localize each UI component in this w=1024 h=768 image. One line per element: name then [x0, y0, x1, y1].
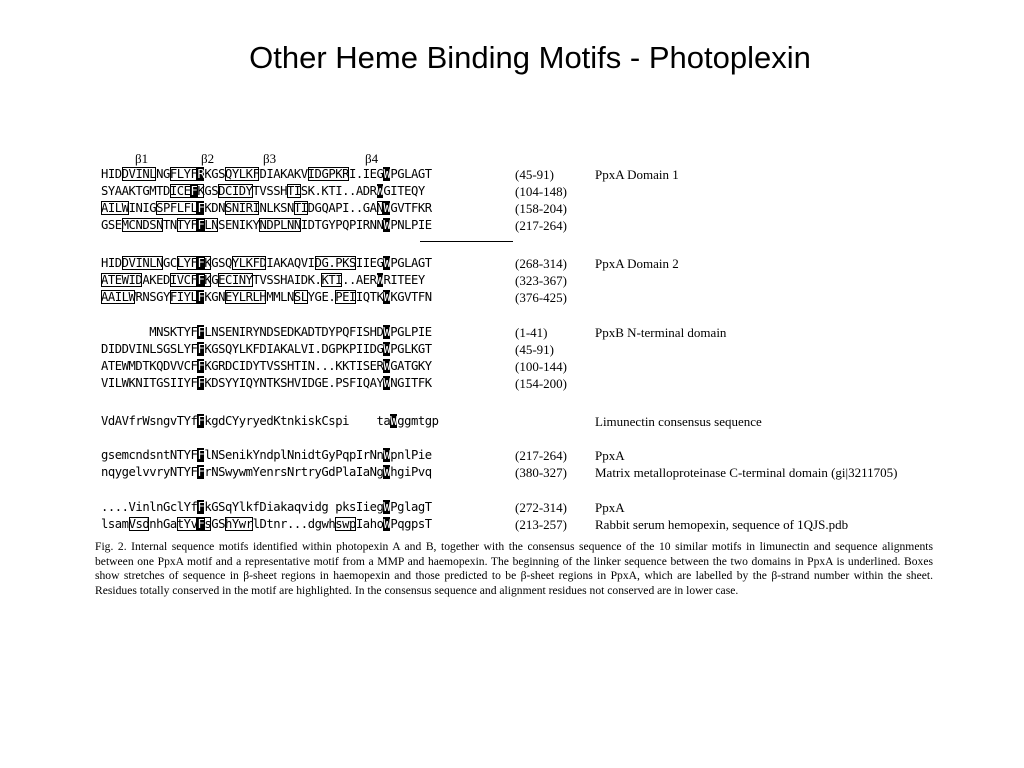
strand-label-b2: β2: [201, 151, 215, 166]
sequence-segment: DGQAPI..GA: [307, 201, 377, 215]
sequence-segment: DIDDVINLSGSLYF: [101, 342, 198, 356]
residue-range: (45-91): [515, 167, 554, 182]
block-label: PpxA Domain 1: [595, 167, 679, 182]
conserved-residue: W: [376, 184, 384, 198]
beta-sheet-box: K: [204, 273, 212, 287]
sequence-row: [101, 464, 432, 481]
sequence-segment: PGLAGT: [390, 167, 432, 181]
sequence-segment: TN: [163, 218, 177, 232]
conserved-residue: F: [197, 414, 205, 428]
strand-label-b1: β1: [135, 151, 149, 166]
beta-sheet-box: DG.PKS: [314, 256, 356, 270]
sequence-segment: PGLPIE: [390, 325, 432, 339]
beta-sheet-box: K: [197, 184, 205, 198]
sequence-row: [101, 375, 432, 392]
sequence-segment: gsemcndsntNTYF: [101, 448, 198, 462]
sequence-segment: KGN: [204, 290, 225, 304]
sequence-row: [101, 413, 439, 430]
sequence-segment: ....VinlnGclYf: [101, 500, 198, 514]
sequence-row: [101, 272, 425, 289]
sequence-segment: GS: [211, 517, 226, 531]
residue-range: (1-41): [515, 325, 548, 340]
sequence-segment: GSE: [101, 218, 122, 232]
residue-range: (272-314): [515, 500, 567, 515]
sequence-segment: KDN: [204, 201, 226, 215]
beta-sheet-box: DVINL: [121, 167, 157, 181]
sequence-segment: SYAAKTGMTD: [101, 184, 170, 198]
row-label: PpxA: [595, 500, 625, 515]
residue-range: (380-327): [515, 465, 567, 480]
conserved-residue: F: [197, 218, 205, 232]
beta-sheet-box: K: [204, 256, 212, 270]
sequence-segment: PGLKGT: [390, 342, 432, 356]
beta-sheet-box: MCNDSN: [121, 218, 163, 232]
beta-sheet-box: PEI: [335, 290, 356, 304]
sequence-segment: nhGa: [149, 517, 177, 531]
sequence-segment: KGRDCIDYTVSSHTIN...KKTISER: [204, 359, 384, 373]
sequence-segment: G: [211, 273, 219, 287]
sequence-row: [101, 183, 425, 200]
sequence-segment: GC: [163, 256, 177, 270]
block-label: PpxB N-terminal domain: [595, 325, 727, 340]
slide-title: Other Heme Binding Motifs - Photoplexin: [249, 40, 811, 75]
beta-sheet-box: AILW: [101, 201, 129, 215]
beta-sheet-box: EYLRLH: [225, 290, 267, 304]
sequence-segment: MNSKTYF: [101, 325, 198, 339]
beta-sheet-box: SNIRI: [225, 201, 260, 215]
sequence-row: [101, 516, 432, 533]
conserved-residue: F: [197, 325, 205, 339]
conserved-residue: F: [197, 342, 205, 356]
sequence-segment: PGLAGT: [390, 256, 432, 270]
conserved-residue: F: [197, 201, 205, 215]
strand-label-b4: β4: [365, 151, 379, 166]
conserved-residue: F: [197, 256, 205, 270]
sequence-row: [101, 217, 432, 234]
sequence-segment: ggmtgp: [397, 414, 439, 428]
sequence-segment: IQTK: [355, 290, 384, 304]
sequence-segment: Iaho: [355, 517, 384, 531]
sequence-segment: KGVTFN: [390, 290, 432, 304]
beta-sheet-box: TI: [286, 184, 301, 198]
sequence-segment: ATEWMDTKQDVVCF: [101, 359, 198, 373]
sequence-segment: RNSGY: [135, 290, 170, 304]
conserved-residue: F: [197, 517, 205, 531]
beta-sheet-box: NDPLNN: [259, 218, 301, 232]
sequence-row: [101, 200, 432, 217]
linker-underline: [420, 241, 513, 242]
residue-range: (217-264): [515, 218, 567, 233]
sequence-segment: IDTGYPQPIRNN: [300, 218, 384, 232]
beta-sheet-box: TI: [293, 201, 308, 215]
sequence-segment: kgdCYyryedKtnkiskCspi ta: [204, 414, 391, 428]
sequence-segment: IIEG: [355, 256, 384, 270]
residue-range: (323-367): [515, 273, 567, 288]
row-label: Rabbit serum hemopexin, sequence of 1QJS.pdb: [595, 517, 849, 532]
sequence-segment: NGITFK: [390, 376, 432, 390]
beta-sheet-box: AAILW: [101, 290, 136, 304]
figure-caption: Fig. 2. Internal sequence motifs identified within photopexin A and B, together with the consensus sequence of the 10 similar motifs in limunectin and sequence alignments between one PpxA motif and a representative motif from a MMP and haemopexin. The beginning of the linker sequence between the two domains in PpxA is underlined. Boxes show stretches of sequence in β-sheet regions in haemopexin and those predicted to be β-sheet regions in PpxA, which are labelled by the β-strand number within the sheet. Residues totally conserved in the motif are highlighted. In the consensus sequence and alignment residues not conserved are in lower case.: [95, 540, 933, 597]
beta-sheet-box: LN: [204, 218, 219, 232]
sequence-segment: RITEEY: [383, 273, 425, 287]
conserved-residue: F: [197, 465, 205, 479]
sequence-segment: PglagT: [390, 500, 432, 514]
conserved-residue: F: [190, 184, 198, 198]
beta-sheet-box: QYLKF: [225, 167, 260, 181]
conserved-residue: W: [383, 167, 391, 181]
beta-sheet-box: tYv: [176, 517, 198, 531]
sequence-row: [101, 255, 432, 272]
sequence-row: [101, 358, 432, 375]
sequence-segment: NLKSN: [259, 201, 294, 215]
conserved-residue: F: [197, 500, 205, 514]
conserved-residue: F: [197, 273, 205, 287]
sequence-row: [101, 447, 432, 464]
sequence-segment: GS: [204, 184, 219, 198]
conserved-residue: W: [383, 517, 391, 531]
sequence-segment: VdAVfrWsngvTYf: [101, 414, 198, 428]
beta-sheet-box: ATEWID: [101, 273, 143, 287]
sequence-segment: GATGKY: [390, 359, 432, 373]
residue-range: (376-425): [515, 290, 567, 305]
sequence-segment: IAKAQVI: [266, 256, 315, 270]
conserved-residue: W: [376, 273, 384, 287]
sequence-segment: rNSwywmYenrsNrtryGdPlaIaNg: [204, 465, 384, 479]
residue-range: (158-204): [515, 201, 567, 216]
sequence-segment: GVTFKR: [390, 201, 432, 215]
sequence-segment: AKED: [142, 273, 170, 287]
sequence-segment: HID: [101, 256, 122, 270]
beta-sheet-box: SPFLFL: [156, 201, 198, 215]
beta-sheet-box: ICE: [169, 184, 191, 198]
strand-label-b3: β3: [263, 151, 277, 166]
conserved-residue: F: [197, 290, 205, 304]
sequence-segment: lNSenikYndplNnidtGyPqpIrNn: [204, 448, 384, 462]
sequence-row: [101, 166, 432, 183]
beta-sheet-box: LYF: [176, 256, 198, 270]
sequence-figure: [95, 145, 940, 625]
row-label: Matrix metalloproteinase C-terminal domain (gi|3211705): [595, 465, 898, 480]
sequence-segment: PNLPIE: [390, 218, 432, 232]
block-label: Limunectin consensus sequence: [595, 414, 762, 429]
sequence-segment: HID: [101, 167, 122, 181]
conserved-residue: W: [383, 376, 391, 390]
sequence-segment: ..AER: [342, 273, 377, 287]
beta-sheet-box: N: [376, 201, 384, 215]
sequence-segment: I.IEG: [349, 167, 384, 181]
sequence-segment: YGE.: [307, 290, 336, 304]
conserved-residue: W: [383, 465, 391, 479]
beta-sheet-box: swp: [335, 517, 356, 531]
conserved-residue: W: [383, 325, 391, 339]
beta-sheet-box: DCIDY: [218, 184, 253, 198]
block-label: PpxA Domain 2: [595, 256, 679, 271]
beta-sheet-box: hYwr: [225, 517, 253, 531]
row-label: PpxA: [595, 448, 625, 463]
conserved-residue: F: [197, 359, 205, 373]
sequence-row: [101, 499, 432, 516]
residue-range: (100-144): [515, 359, 567, 374]
sequence-segment: NG: [156, 167, 170, 181]
conserved-residue: W: [383, 290, 391, 304]
beta-sheet-box: DVINLN: [121, 256, 163, 270]
beta-sheet-box: IVCF: [169, 273, 198, 287]
sequence-segment: lsam: [101, 517, 129, 531]
conserved-residue: R: [197, 167, 205, 181]
beta-sheet-box: ECINY: [218, 273, 253, 287]
beta-sheet-box: FLYF: [169, 167, 198, 181]
sequence-segment: GSQ: [211, 256, 232, 270]
sequence-row: [101, 341, 432, 358]
sequence-segment: TVSSH: [252, 184, 287, 198]
sequence-segment: INIG: [128, 201, 157, 215]
sequence-segment: kGSqYlkfDiakaqvidg pksIieg: [204, 500, 384, 514]
conserved-residue: W: [390, 414, 398, 428]
sequence-segment: LNSENIRYNDSEDKADTDYPQFISHD: [204, 325, 384, 339]
sequence-segment: PqgpsT: [390, 517, 432, 531]
residue-range: (217-264): [515, 448, 567, 463]
residue-range: (213-257): [515, 517, 567, 532]
sequence-segment: SENIKY: [218, 218, 260, 232]
sequence-segment: GITEQY: [383, 184, 425, 198]
residue-range: (268-314): [515, 256, 567, 271]
sequence-row: [101, 324, 432, 341]
beta-sheet-box: SL: [293, 290, 308, 304]
beta-sheet-box: TYF: [176, 218, 198, 232]
sequence-segment: nqygelvvryNTYF: [101, 465, 198, 479]
beta-sheet-box: KTI: [321, 273, 343, 287]
conserved-residue: W: [383, 500, 391, 514]
beta-sheet-box: IDGPKR: [307, 167, 349, 181]
conserved-residue: W: [383, 201, 391, 215]
conserved-residue: W: [383, 359, 391, 373]
sequence-segment: KDSYYIQYNTKSHVIDGE.PSFIQAY: [204, 376, 384, 390]
residue-range: (104-148): [515, 184, 567, 199]
beta-sheet-box: s: [204, 517, 212, 531]
sequence-segment: KGS: [204, 167, 226, 181]
beta-sheet-box: YLKFD: [231, 256, 267, 270]
sequence-segment: pnlPie: [390, 448, 432, 462]
residue-range: (45-91): [515, 342, 554, 357]
sequence-segment: SK.KTI..ADR: [300, 184, 377, 198]
sequence-segment: TVSSHAIDK.: [252, 273, 322, 287]
conserved-residue: W: [383, 218, 391, 232]
conserved-residue: F: [197, 376, 205, 390]
beta-sheet-box: Vsd: [128, 517, 150, 531]
sequence-segment: MMLN: [266, 290, 294, 304]
sequence-segment: VILWKNITGSIIYF: [101, 376, 198, 390]
conserved-residue: W: [383, 342, 391, 356]
sequence-segment: DIAKAKV: [259, 167, 308, 181]
sequence-row: [101, 289, 432, 306]
conserved-residue: F: [197, 448, 205, 462]
sequence-segment: KGSQYLKFDIAKALVI.DGPKPIIDG: [204, 342, 384, 356]
beta-sheet-box: FIYL: [169, 290, 198, 304]
sequence-segment: hgiPvq: [390, 465, 432, 479]
residue-range: (154-200): [515, 376, 567, 391]
conserved-residue: W: [383, 448, 391, 462]
conserved-residue: W: [383, 256, 391, 270]
sequence-segment: lDtnr...dgwh: [252, 517, 336, 531]
